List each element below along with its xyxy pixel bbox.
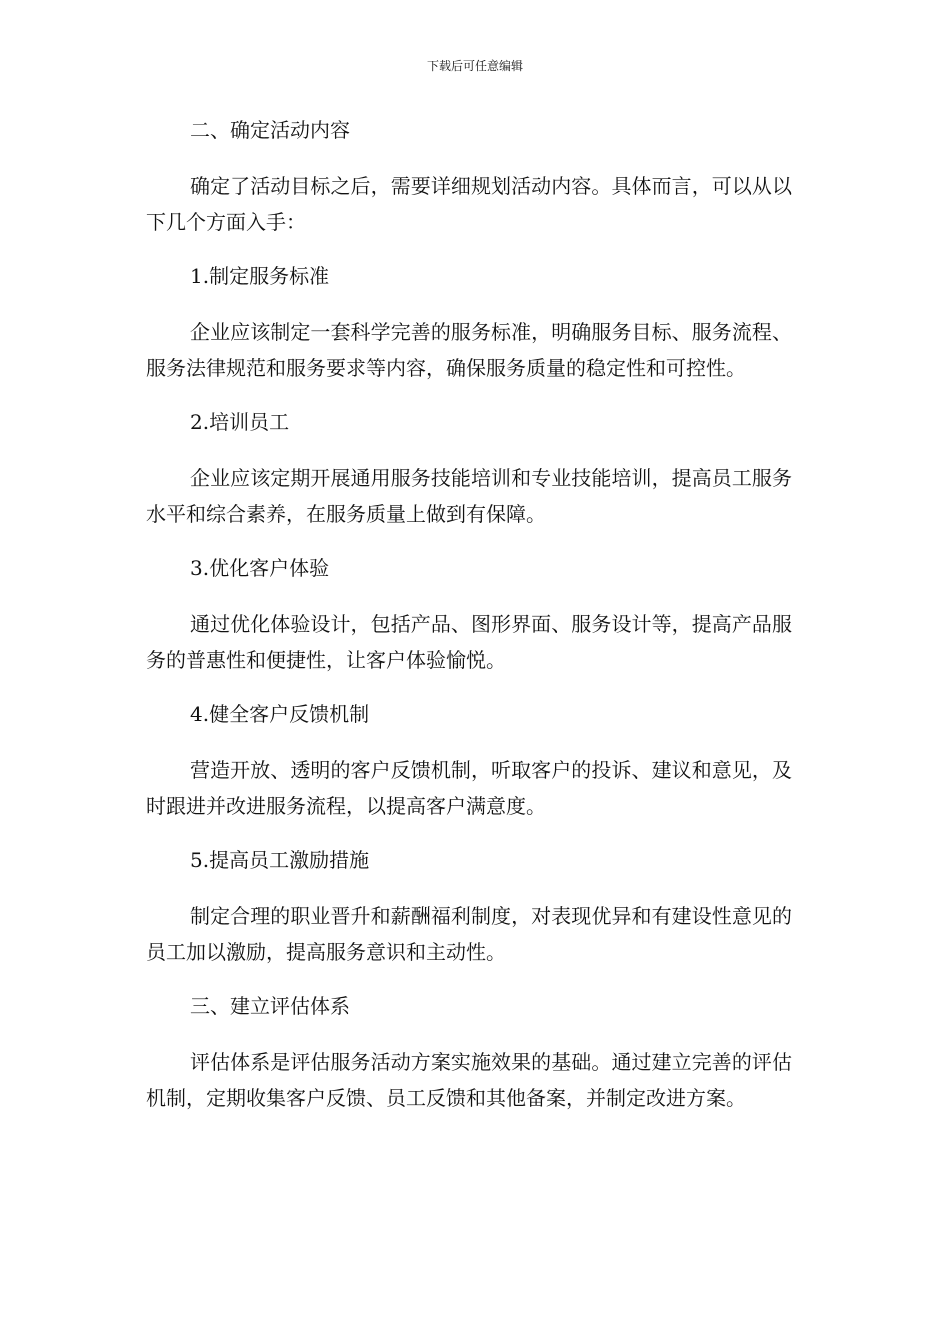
paragraph: 通过优化体验设计，包括产品、图形界面、服务设计等，提高产品服务的普惠性和便捷性，让客户体验愉悦。 — [146, 612, 792, 672]
paragraph: 制定合理的职业晋升和薪酬福利制度，对表现优异和有建设性意见的员工加以激励，提高服务意识和主动性。 — [146, 904, 792, 964]
subsection-heading: 5.提高员工激励措施 — [190, 848, 370, 872]
subsection-heading: 1.制定服务标准 — [190, 264, 330, 288]
page-header: 下载后可任意编辑 — [426, 59, 523, 73]
paragraph: 确定了活动目标之后，需要详细规划活动内容。具体而言，可以从以下几个方面入手： — [146, 174, 792, 234]
section-heading: 二、确定活动内容 — [190, 118, 350, 142]
paragraph: 企业应该定期开展通用服务技能培训和专业技能培训，提高员工服务水平和综合素养，在服务质量上做到有保障。 — [146, 466, 792, 526]
section-heading: 三、建立评估体系 — [190, 994, 350, 1018]
subsection-heading: 4.健全客户反馈机制 — [190, 702, 370, 726]
subsection-heading: 3.优化客户体验 — [190, 556, 330, 580]
paragraph: 营造开放、透明的客户反馈机制，听取客户的投诉、建议和意见，及时跟进并改进服务流程，以提高客户满意度。 — [146, 758, 792, 818]
paragraph: 企业应该制定一套科学完善的服务标准，明确服务目标、服务流程、服务法律规范和服务要求等内容，确保服务质量的稳定性和可控性。 — [146, 320, 792, 380]
document-body — [146, 112, 792, 1116]
paragraph: 评估体系是评估服务活动方案实施效果的基础。通过建立完善的评估机制，定期收集客户反馈、员工反馈和其他备案，并制定改进方案。 — [146, 1050, 792, 1110]
subsection-heading: 2.培训员工 — [190, 410, 290, 434]
